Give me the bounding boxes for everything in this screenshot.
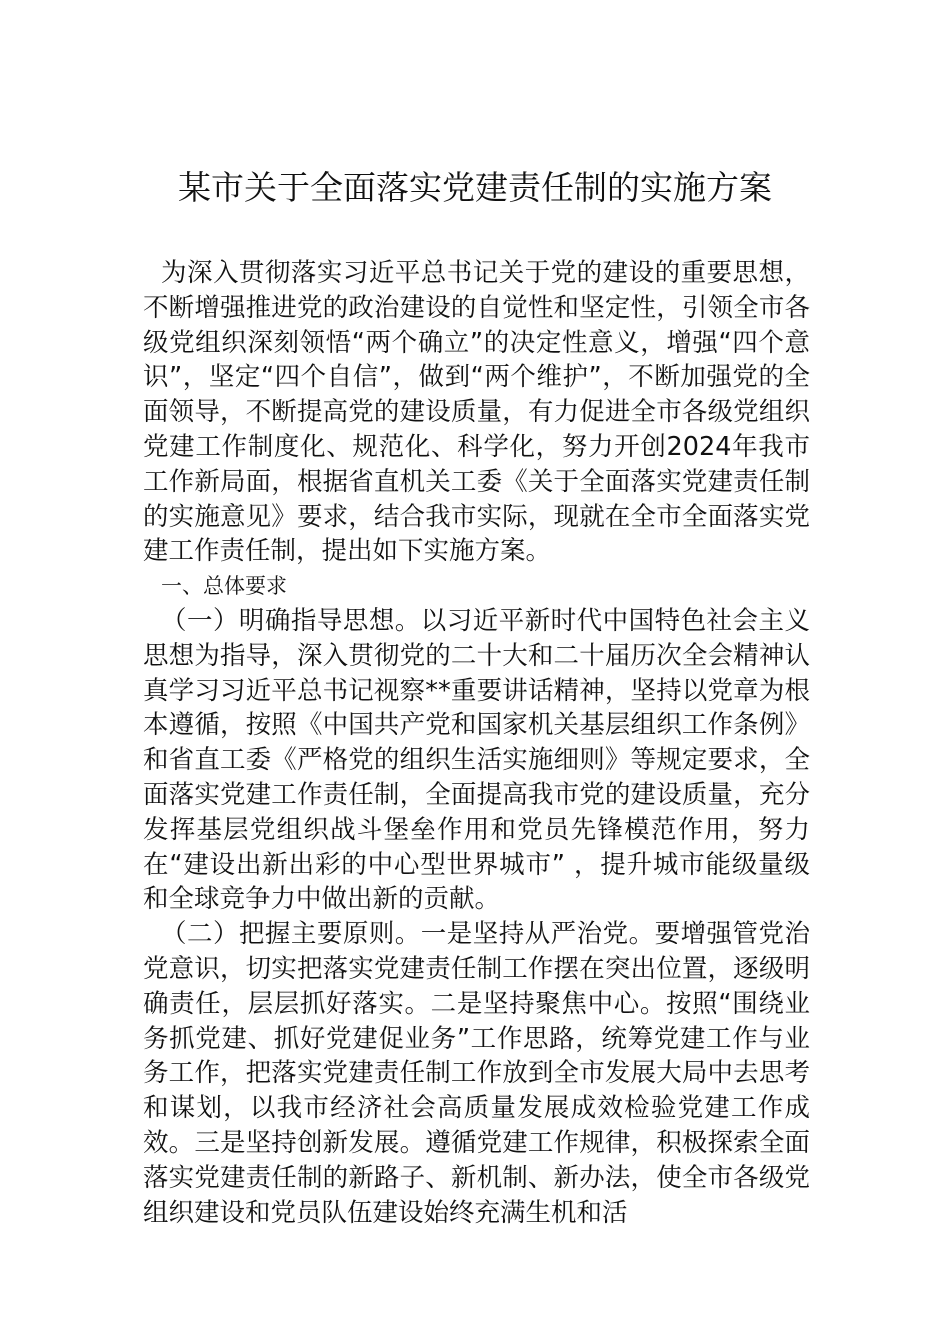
intro-paragraph: 为深入贯彻落实习近平总书记关于党的建设的重要思想，不断增强推进党的政治建设的自觉性和坚定性，引领全市各级党组织深刻领悟“两个确立”的决定性意义，增强“四个意识”，坚定“四个自信”，做到“两个维护”，不断加强党的全面领导，不断提高党的建设质量，有力促进全市各级党组织党建工作制度化、规范化、科学化，努力开创2024年我市工作新局面，根据省直机关工委《关于全面落实党建责任制的实施意见》要求，结合我市实际，现就在全市全面落实党建工作责任制，提出如下实施方案。 [143,258,810,567]
paragraph-main-principles: （二）把握主要原则。一是坚持从严治党。要增强管党治党意识，切实把落实党建责任制工作摆在突出位置，逐级明确责任，层层抓好落实。二是坚持聚焦中心。按照“围绕业务抓党建、抓好党建促业务”工作思路，统筹党建工作与业务工作，把落实党建责任制工作放到全市发展大局中去思考和谋划，以我市经济社会高质量发展成效检验党建工作成效。三是坚持创新发展。遵循党建工作规律，积极探索全面落实党建责任制的新路子、新机制、新办法，使全市各级党组织建设和党员队伍建设始终充满生机和活 [143,919,810,1228]
section-heading-general-requirements: 一、总体要求 [161,574,287,599]
document-title: 某市关于全面落实党建责任制的实施方案 [178,168,772,207]
paragraph-guiding-thought: （一）明确指导思想。以习近平新时代中国特色社会主义思想为指导，深入贯彻党的二十大和二十届历次全会精神认真学习习近平总书记视察**重要讲话精神，坚持以党章为根本遵循，按照《中国共产党和国家机关基层组织工作条例》和省直工委《严格党的组织生活实施细则》等规定要求，全面落实党建工作责任制，全面提高我市党的建设质量，充分发挥基层党组织战斗堡垒作用和党员先锋模范作用，努力在“建设出新出彩的中心型世界城市” ，提升城市能级量级和全球竞争力中做出新的贡献。 [143,605,810,915]
document-body [143,256,810,1230]
